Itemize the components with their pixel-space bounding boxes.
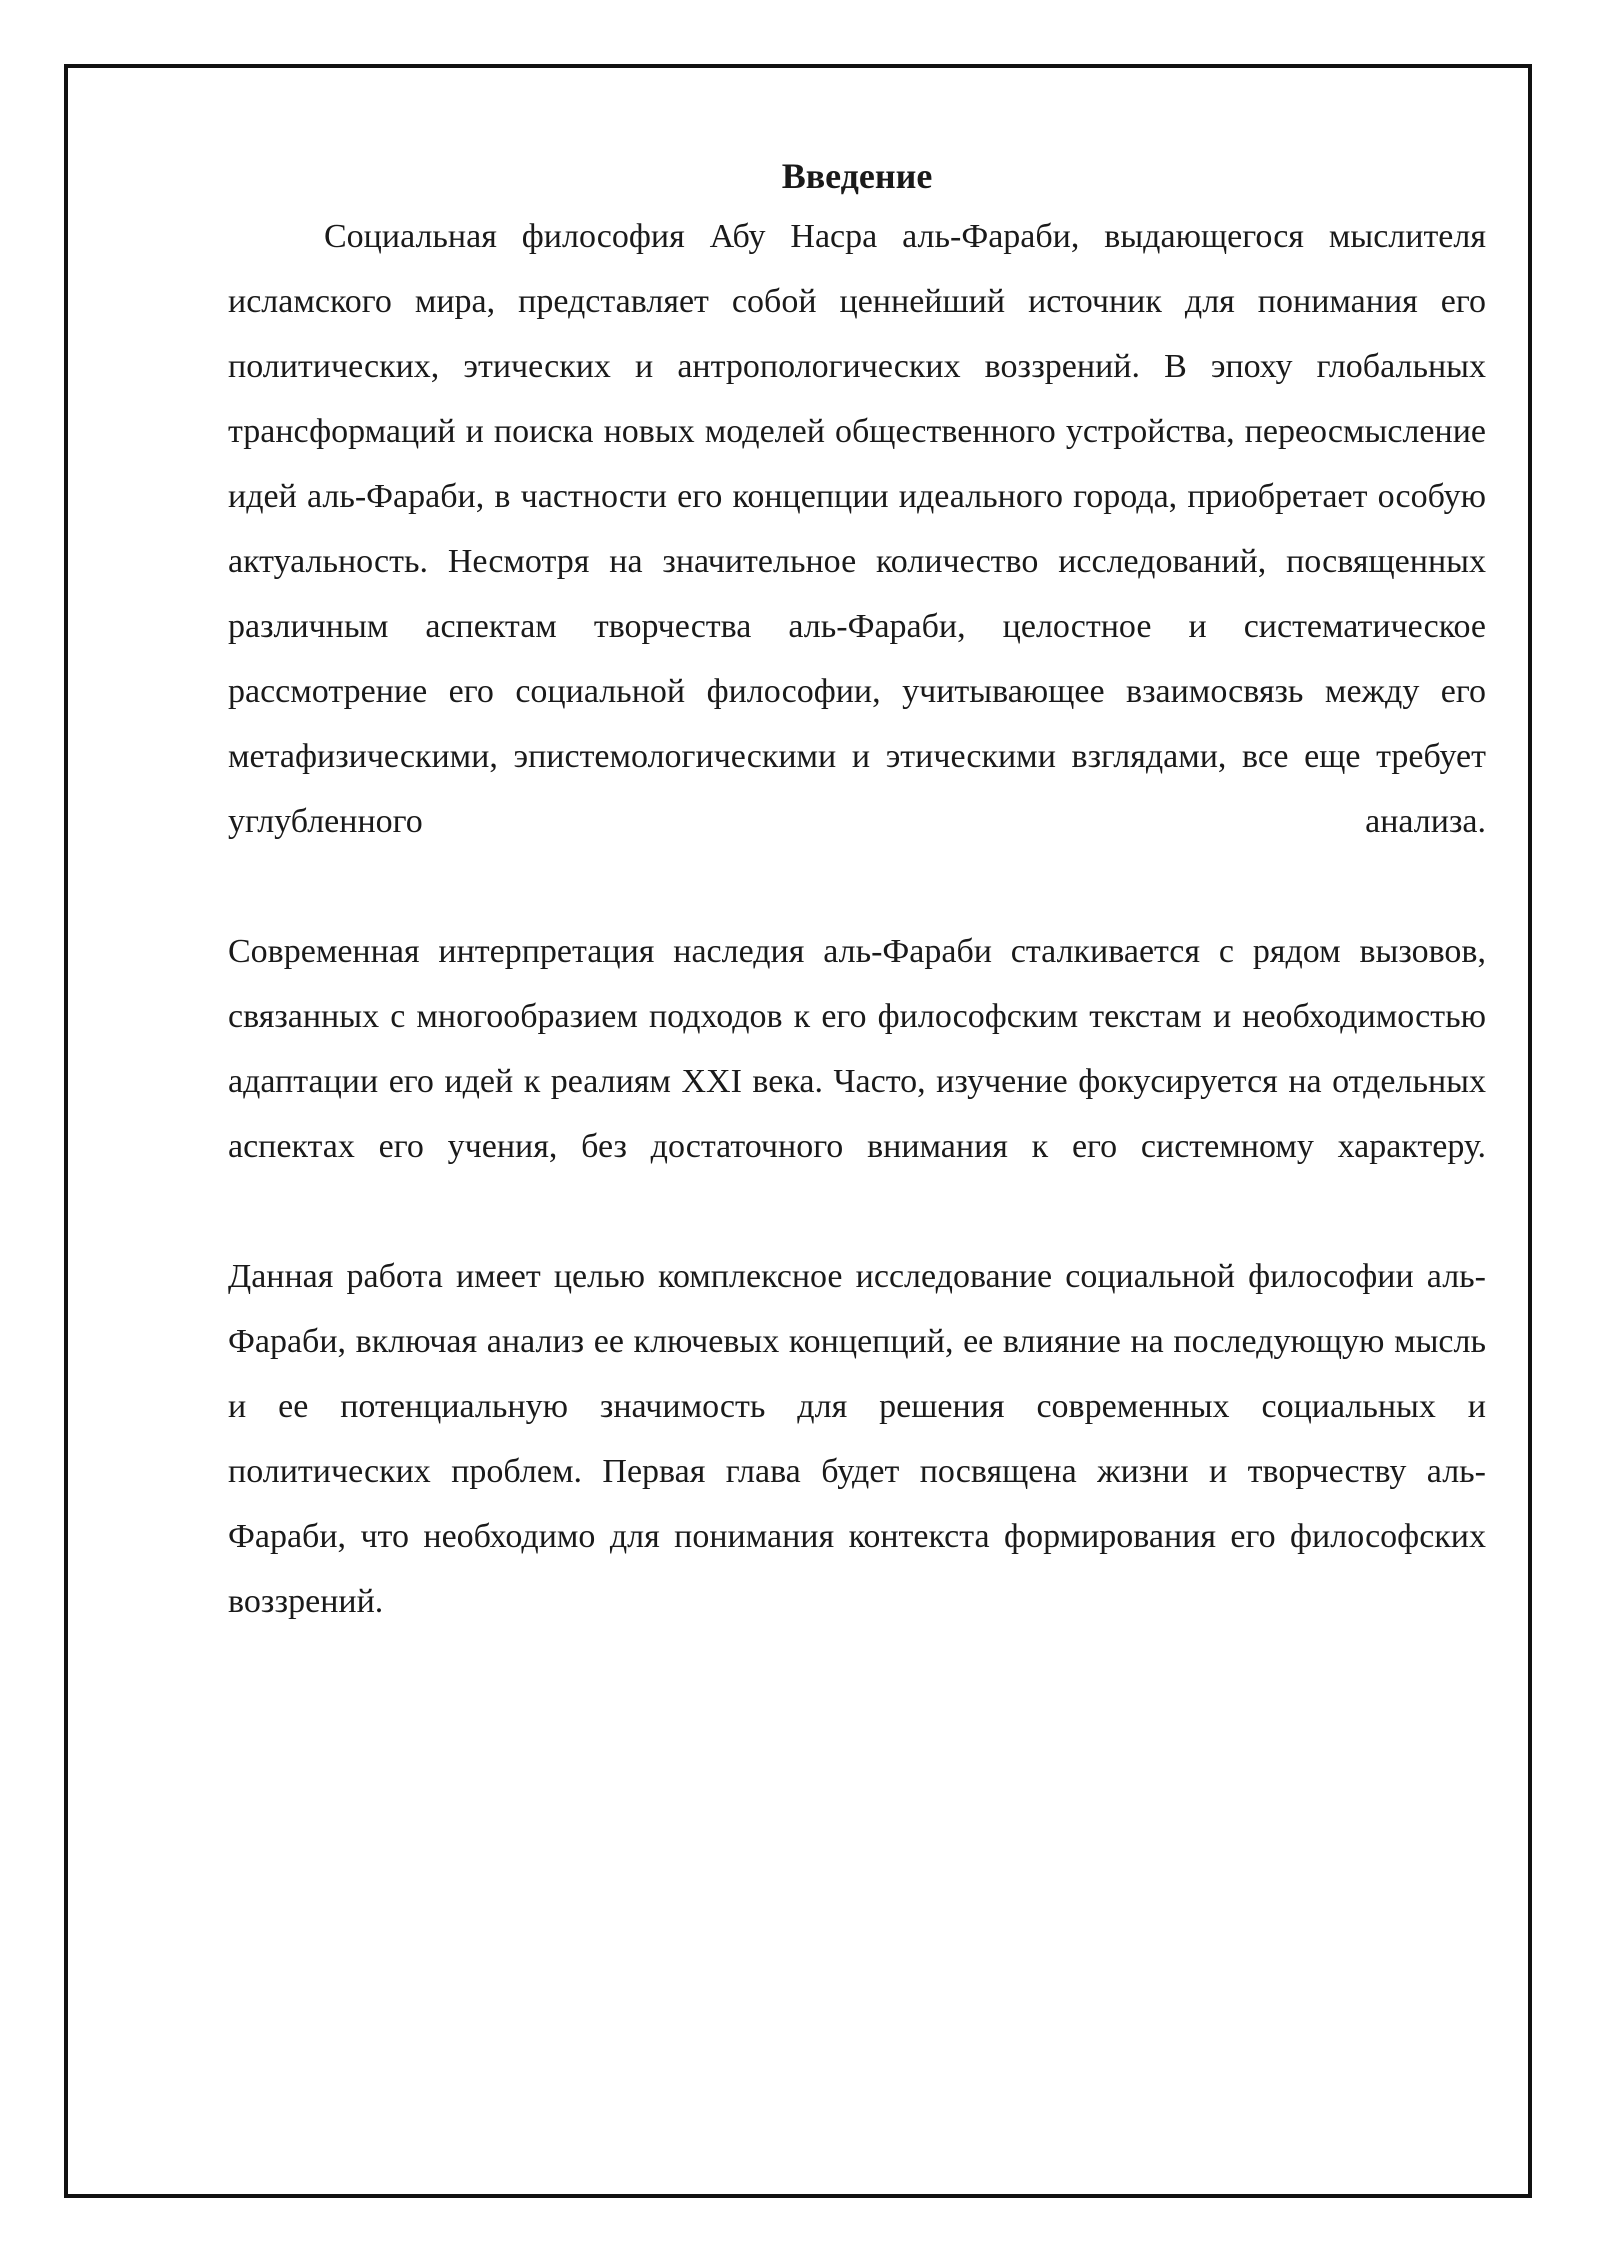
document-body xyxy=(228,148,1486,1634)
paragraph-spacer xyxy=(228,854,1486,919)
paragraph-intro: Социальная философия Абу Насра аль-Фараби, выдающегося мыслителя исламского мира, представляет собой ценнейший источник для понимания его политических, этических и антропологических воззрений. В эпоху глобальных трансформаций и поиска новых моделей общественного устройства, переосмысление идей аль-Фараби, в частности его концепции идеального города, приобретает особую актуальность. Несмотря на значительное количество исследований, посвященных различным аспектам творчества аль-Фараби, целостное и систематическое рассмотрение его социальной философии, учитывающее взаимосвязь между его метафизическими, эпистемологическими и этическими взглядами, все еще требует углубленного анализа. xyxy=(228,218,1486,840)
paragraph-interpretation: Современная интерпретация наследия аль-Фараби сталкивается с рядом вызовов, связанных с многообразием подходов к его философским текстам и необходимостью адаптации его идей к реалиям XXI века. Часто, изучение фокусируется на отдельных аспектах его учения, без достаточного внимания к его системному характеру. xyxy=(228,933,1486,1165)
paragraph-goal: Данная работа имеет целью комплексное исследование социальной философии аль-Фараби, включая анализ ее ключевых концепций, ее влияние на последующую мысль и ее потенциальную значимость для решения современных социальных и политических проблем. Первая глава будет посвящена жизни и творчеству аль-Фараби, что необходимо для понимания контекста формирования его философских воззрений. xyxy=(228,1258,1486,1620)
document-title: Введение xyxy=(781,156,933,196)
paragraph-spacer xyxy=(228,1179,1486,1244)
